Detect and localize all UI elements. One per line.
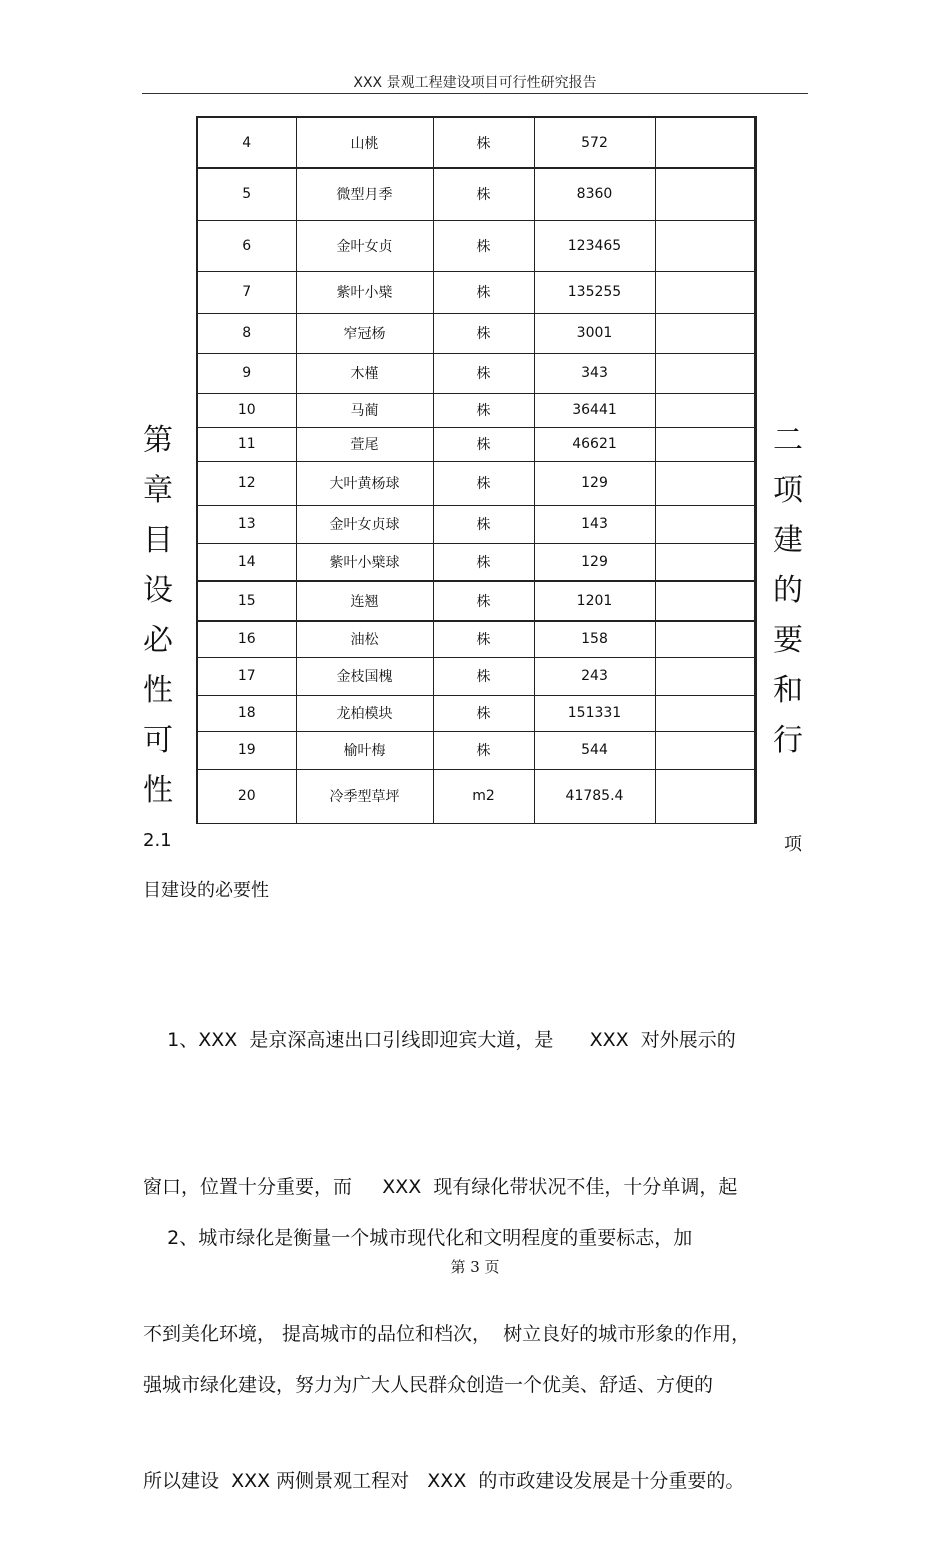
paragraph-line: 1、XXX 是京深高速出口引线即迎宾大道，是 XXX 对外展示的 — [143, 1029, 736, 1051]
table-row — [197, 769, 755, 823]
cell-no: 20 — [197, 769, 296, 823]
cell-note — [655, 168, 755, 220]
section-title: 目建设的必要性 — [143, 880, 269, 901]
cell-unit: 株 — [433, 621, 534, 657]
cell-note — [655, 695, 755, 731]
cell-no: 19 — [197, 731, 296, 769]
cell-note — [655, 313, 755, 353]
table-row — [197, 657, 755, 695]
cell-qty: 135255 — [534, 271, 655, 313]
cell-no: 9 — [197, 353, 296, 393]
cell-qty: 41785.4 — [534, 769, 655, 823]
cell-qty: 123465 — [534, 220, 655, 271]
cell-note — [655, 427, 755, 461]
cell-qty: 158 — [534, 621, 655, 657]
cell-no: 10 — [197, 393, 296, 427]
cell-note — [655, 731, 755, 769]
chapter-char: 必 — [143, 623, 173, 658]
chapter-char: 二 — [773, 423, 803, 458]
table-row — [197, 621, 755, 657]
section-number: 2.1 — [143, 830, 172, 851]
cell-unit: 株 — [433, 657, 534, 695]
cell-unit: 株 — [433, 313, 534, 353]
cell-name: 榆叶梅 — [296, 731, 433, 769]
cell-name: 大叶黄杨球 — [296, 461, 433, 505]
table-row — [197, 393, 755, 427]
cell-name: 冷季型草坪 — [296, 769, 433, 823]
cell-name: 马蔺 — [296, 393, 433, 427]
chapter-char: 章 — [143, 473, 173, 508]
cell-note — [655, 505, 755, 543]
cell-qty: 1201 — [534, 581, 655, 621]
paragraph-line: 不到美化环境， 提高城市的品位和档次， 树立良好的城市形象的作用， — [143, 1323, 751, 1345]
table-row — [197, 581, 755, 621]
cell-unit: 株 — [433, 271, 534, 313]
cell-qty: 243 — [534, 657, 655, 695]
paragraph-line: 强城市绿化建设，努力为广大人民群众创造一个优美、舒适、方便的 — [143, 1374, 714, 1396]
cell-name: 紫叶小檗 — [296, 271, 433, 313]
table-row — [197, 461, 755, 505]
chapter-char: 项 — [773, 473, 803, 508]
table-row — [197, 117, 755, 168]
cell-unit: 株 — [433, 393, 534, 427]
cell-unit: 株 — [433, 461, 534, 505]
cell-name: 山桃 — [296, 117, 433, 168]
cell-note — [655, 657, 755, 695]
cell-qty: 129 — [534, 543, 655, 581]
cell-no: 11 — [197, 427, 296, 461]
cell-no: 5 — [197, 168, 296, 220]
chapter-char: 目 — [143, 523, 173, 558]
cell-qty: 8360 — [534, 168, 655, 220]
cell-name: 微型月季 — [296, 168, 433, 220]
cell-unit: 株 — [433, 168, 534, 220]
chapter-char: 可 — [143, 723, 173, 758]
cell-unit: m2 — [433, 769, 534, 823]
cell-note — [655, 621, 755, 657]
cell-unit: 株 — [433, 543, 534, 581]
chapter-char: 要 — [773, 623, 803, 658]
table-row — [197, 313, 755, 353]
header-rule — [142, 93, 808, 94]
cell-no: 15 — [197, 581, 296, 621]
table-row — [197, 695, 755, 731]
chapter-char: 第 — [143, 423, 173, 458]
cell-name: 金叶女贞 — [296, 220, 433, 271]
table-row — [197, 505, 755, 543]
paragraph-necessity-2 — [143, 1116, 808, 1459]
cell-unit: 株 — [433, 695, 534, 731]
cell-unit: 株 — [433, 117, 534, 168]
cell-note — [655, 353, 755, 393]
chapter-char: 性 — [143, 773, 173, 808]
cell-unit: 株 — [433, 353, 534, 393]
cell-qty: 343 — [534, 353, 655, 393]
cell-unit: 株 — [433, 505, 534, 543]
cell-no: 13 — [197, 505, 296, 543]
chapter-char: 设 — [143, 573, 173, 608]
cell-unit: 株 — [433, 731, 534, 769]
cell-no: 8 — [197, 313, 296, 353]
cell-qty: 544 — [534, 731, 655, 769]
cell-note — [655, 769, 755, 823]
cell-note — [655, 461, 755, 505]
cell-qty: 129 — [534, 461, 655, 505]
table-row — [197, 731, 755, 769]
chapter-heading-left — [138, 416, 178, 816]
table-row — [197, 543, 755, 581]
cell-qty: 3001 — [534, 313, 655, 353]
cell-unit: 株 — [433, 220, 534, 271]
cell-note — [655, 271, 755, 313]
cell-no: 14 — [197, 543, 296, 581]
cell-no: 18 — [197, 695, 296, 731]
cell-no: 16 — [197, 621, 296, 657]
table-row — [197, 271, 755, 313]
cell-note — [655, 581, 755, 621]
cell-no: 7 — [197, 271, 296, 313]
page-number: 第 3 页 — [450, 1258, 500, 1276]
cell-qty: 36441 — [534, 393, 655, 427]
paragraph-line: 所以建设 XXX 两侧景观工程对 XXX 的市政建设发展是十分重要的。 — [143, 1470, 745, 1492]
cell-qty: 143 — [534, 505, 655, 543]
cell-name: 紫叶小檗球 — [296, 543, 433, 581]
cell-no: 4 — [197, 117, 296, 168]
page-header-title: XXX 景观工程建设项目可行性研究报告 — [353, 75, 597, 91]
cell-name: 金枝国槐 — [296, 657, 433, 695]
cell-name: 油松 — [296, 621, 433, 657]
cell-qty: 572 — [534, 117, 655, 168]
cell-note — [655, 393, 755, 427]
table-row — [197, 353, 755, 393]
cell-no: 6 — [197, 220, 296, 271]
cell-name: 窄冠杨 — [296, 313, 433, 353]
cell-qty: 46621 — [534, 427, 655, 461]
cell-no: 17 — [197, 657, 296, 695]
cell-note — [655, 117, 755, 168]
chapter-char: 建 — [773, 523, 803, 558]
cell-unit: 株 — [433, 427, 534, 461]
cell-qty: 151331 — [534, 695, 655, 731]
cell-note — [655, 220, 755, 271]
cell-unit: 株 — [433, 581, 534, 621]
chapter-char: 的 — [773, 573, 803, 608]
paragraph-line: 2、城市绿化是衡量一个城市现代化和文明程度的重要标志，加 — [143, 1227, 693, 1249]
cell-name: 金叶女贞球 — [296, 505, 433, 543]
table-row — [197, 168, 755, 220]
chapter-char: 性 — [143, 673, 173, 708]
cell-name: 连翘 — [296, 581, 433, 621]
section-heading-fragment: 项 — [784, 834, 802, 855]
table-row — [197, 427, 755, 461]
chapter-heading-right — [768, 416, 808, 766]
cell-note — [655, 543, 755, 581]
cell-name: 龙柏模块 — [296, 695, 433, 731]
paragraph-line: 窗口，位置十分重要，而 XXX 现有绿化带状况不佳，十分单调，起 — [143, 1176, 738, 1198]
cell-name: 木槿 — [296, 353, 433, 393]
table-row — [197, 220, 755, 271]
cell-name: 萱尾 — [296, 427, 433, 461]
chapter-char: 和 — [773, 673, 803, 708]
cell-no: 12 — [197, 461, 296, 505]
chapter-char: 行 — [773, 723, 803, 758]
plant-table — [196, 116, 757, 824]
